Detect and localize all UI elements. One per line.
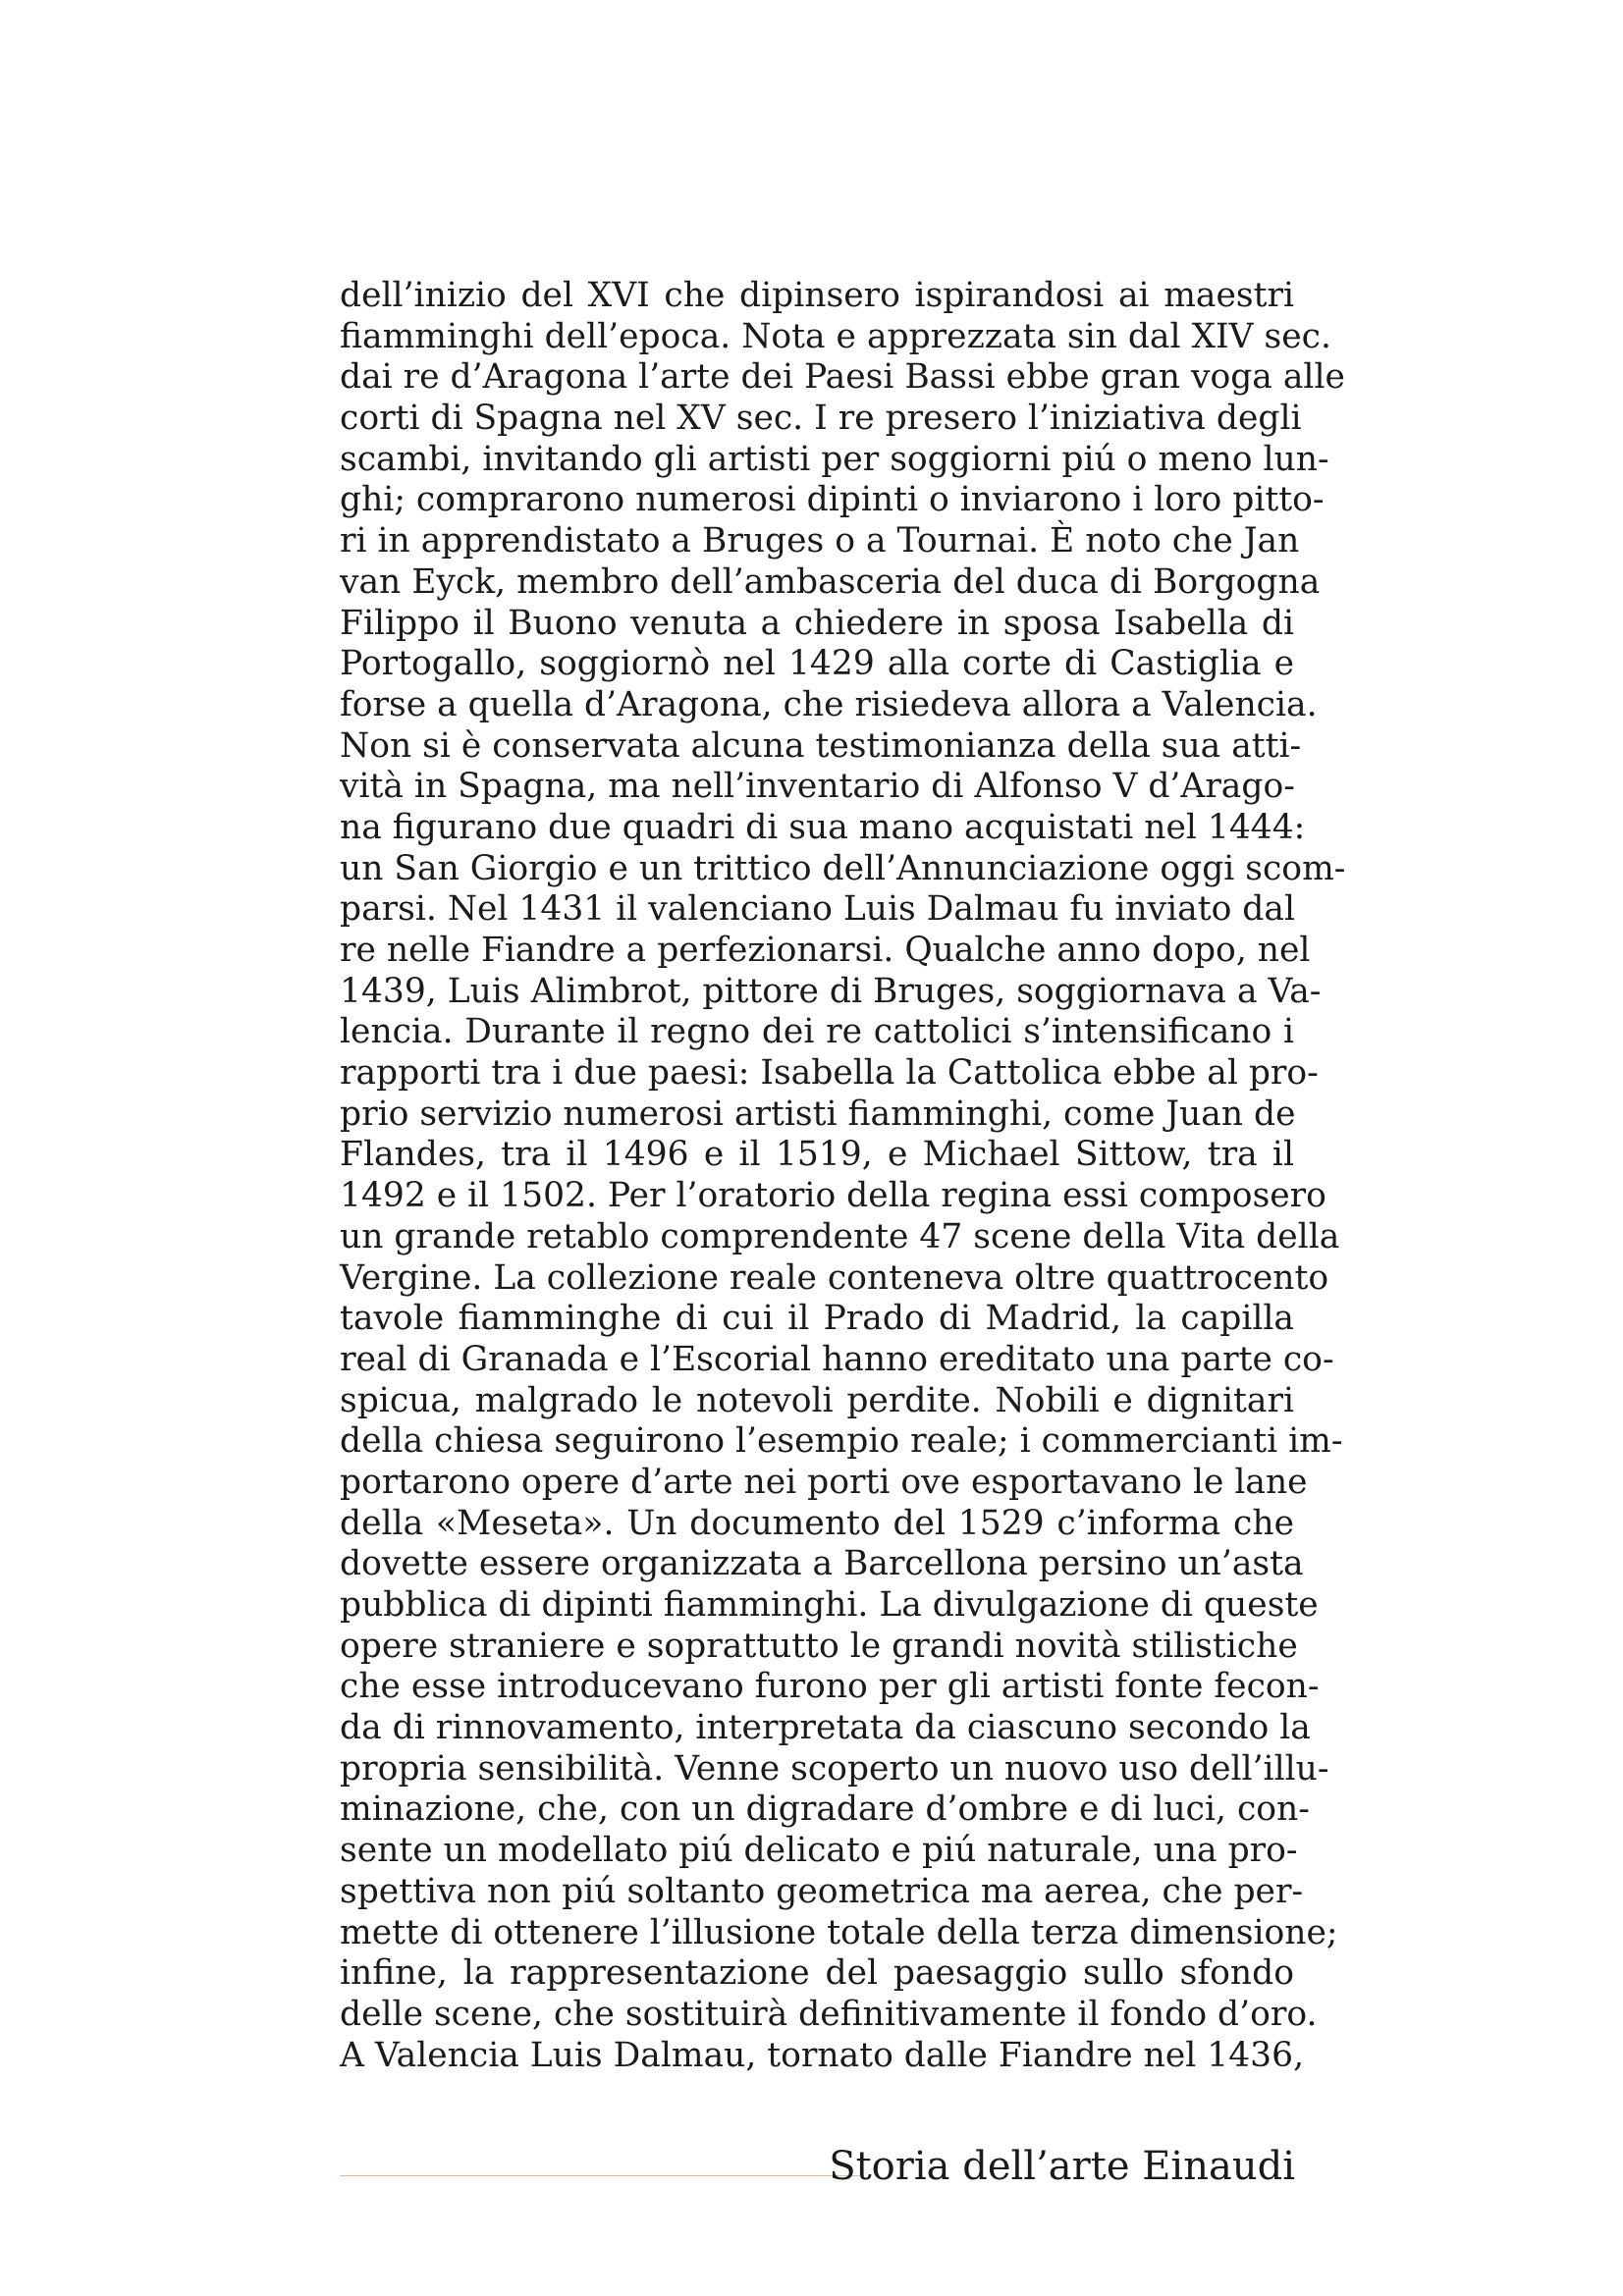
text-line: corti di Spagna nel XV sec. I re presero l’iniziativa degli bbox=[340, 399, 1302, 439]
text-line: lencia. Durante il regno dei re cattolici s’intensificano i bbox=[340, 1012, 1294, 1052]
body-text bbox=[340, 276, 1346, 2076]
text-line: che esse introducevano furono per gli artisti fonte fecon- bbox=[340, 1667, 1320, 1707]
text-line: pubblica di dipinti fiamminghi. La divulgazione di queste bbox=[340, 1585, 1319, 1625]
text-line: van Eyck, membro dell’ambasceria del duca di Borgogna bbox=[340, 561, 1321, 602]
text-line: ri in apprendistato a Bruges o a Tournai. È noto che Jan bbox=[340, 521, 1300, 561]
text-line: scambi, invitando gli artisti per soggiorni piú o meno lun- bbox=[340, 439, 1329, 479]
text-line: della «Meseta». Un documento del 1529 c’informa che bbox=[340, 1503, 1294, 1543]
text-line: rapporti tra i due paesi: Isabella la Cattolica ebbe al pro- bbox=[340, 1053, 1319, 1094]
text-line: minazione, che, con un digradare d’ombre e di luci, con- bbox=[340, 1789, 1310, 1830]
text-line: spicua, malgrado le notevoli perdite. Nobili e dignitari bbox=[340, 1380, 1294, 1420]
text-line: Non si è conservata alcuna testimonianza della sua atti- bbox=[340, 725, 1302, 766]
text-line: propria sensibilità. Venne scoperto un nuovo uso dell’illu- bbox=[340, 1748, 1329, 1789]
text-line: Filippo il Buono venuta a chiedere in sposa Isabella di bbox=[340, 603, 1294, 643]
text-line: prio servizio numerosi artisti fiamminghi, come Juan de bbox=[340, 1094, 1296, 1134]
text-line: 1492 e il 1502. Per l’oratorio della regina essi composero bbox=[340, 1176, 1326, 1216]
text-line: parsi. Nel 1431 il valenciano Luis Dalmau fu inviato dal bbox=[340, 889, 1295, 930]
text-line: mette di ottenere l’illusione totale della terza dimensione; bbox=[340, 1912, 1338, 1952]
text-line: dell’inizio del XVI che dipinsero ispirandosi ai maestri bbox=[340, 276, 1294, 315]
text-line: sente un modellato piú delicato e piú naturale, una pro- bbox=[340, 1831, 1298, 1871]
text-line: Vergine. La collezione reale conteneva oltre quattrocento bbox=[340, 1257, 1329, 1298]
text-line: da di rinnovamento, interpretata da ciascuno secondo la bbox=[340, 1708, 1311, 1748]
text-line: real di Granada e l’Escorial hanno ereditato una parte co- bbox=[340, 1339, 1334, 1379]
text-line: na figurano due quadri di sua mano acquistati nel 1444: bbox=[340, 807, 1306, 847]
text-line: opere straniere e soprattutto le grandi novità stilistiche bbox=[340, 1626, 1298, 1666]
text-line: spettiva non piú soltanto geometrica ma aerea, che per- bbox=[340, 1871, 1304, 1911]
text-line: dovette essere organizzata a Barcellona persino un’asta bbox=[340, 1544, 1304, 1584]
text-line: tavole fiamminghe di cui il Prado di Madrid, la capilla bbox=[340, 1299, 1294, 1339]
text-line: ghi; comprarono numerosi dipinti o inviarono i loro pitto- bbox=[340, 480, 1325, 520]
text-line: un grande retablo comprendente 47 scene della Vita della bbox=[340, 1216, 1340, 1256]
text-line: re nelle Fiandre a perfezionarsi. Qualche anno dopo, nel bbox=[340, 931, 1311, 970]
text-line: Portogallo, soggiornò nel 1429 alla corte di Castiglia e bbox=[340, 644, 1294, 684]
footer-publication-title: Storia dell’arte Einaudi bbox=[829, 2144, 1295, 2189]
text-line: un San Giorgio e un trittico dell’Annunciazione oggi scom- bbox=[340, 848, 1346, 888]
text-line: 1439, Luis Alimbrot, pittore di Bruges, soggiornava a Va- bbox=[340, 971, 1322, 1011]
text-line: A Valencia Luis Dalmau, tornato dalle Fiandre nel 1436, bbox=[340, 2035, 1305, 2075]
text-line: Flandes, tra il 1496 e il 1519, e Michael Sittow, tra il bbox=[340, 1135, 1294, 1175]
text-line: fiamminghi dell’epoca. Nota e apprezzata sin dal XIV sec. bbox=[340, 316, 1331, 356]
footer-divider bbox=[340, 2175, 860, 2176]
text-line: infine, la rappresentazione del paesaggio sullo sfondo bbox=[340, 1953, 1294, 1994]
text-line: della chiesa seguirono l’esempio reale; i commercianti im- bbox=[340, 1421, 1343, 1462]
text-line: vità in Spagna, ma nell’inventario di Alfonso V d’Arago- bbox=[340, 767, 1295, 807]
text-line: portarono opere d’arte nei porti ove esportavano le lane bbox=[340, 1462, 1308, 1502]
text-line: delle scene, che sostituirà definitivamente il fondo d’oro. bbox=[340, 1994, 1318, 2034]
text-line: dai re d’Aragona l’arte dei Paesi Bassi ebbe gran voga alle bbox=[340, 357, 1345, 398]
text-line: forse a quella d’Aragona, che risiedeva allora a Valencia. bbox=[340, 684, 1318, 724]
